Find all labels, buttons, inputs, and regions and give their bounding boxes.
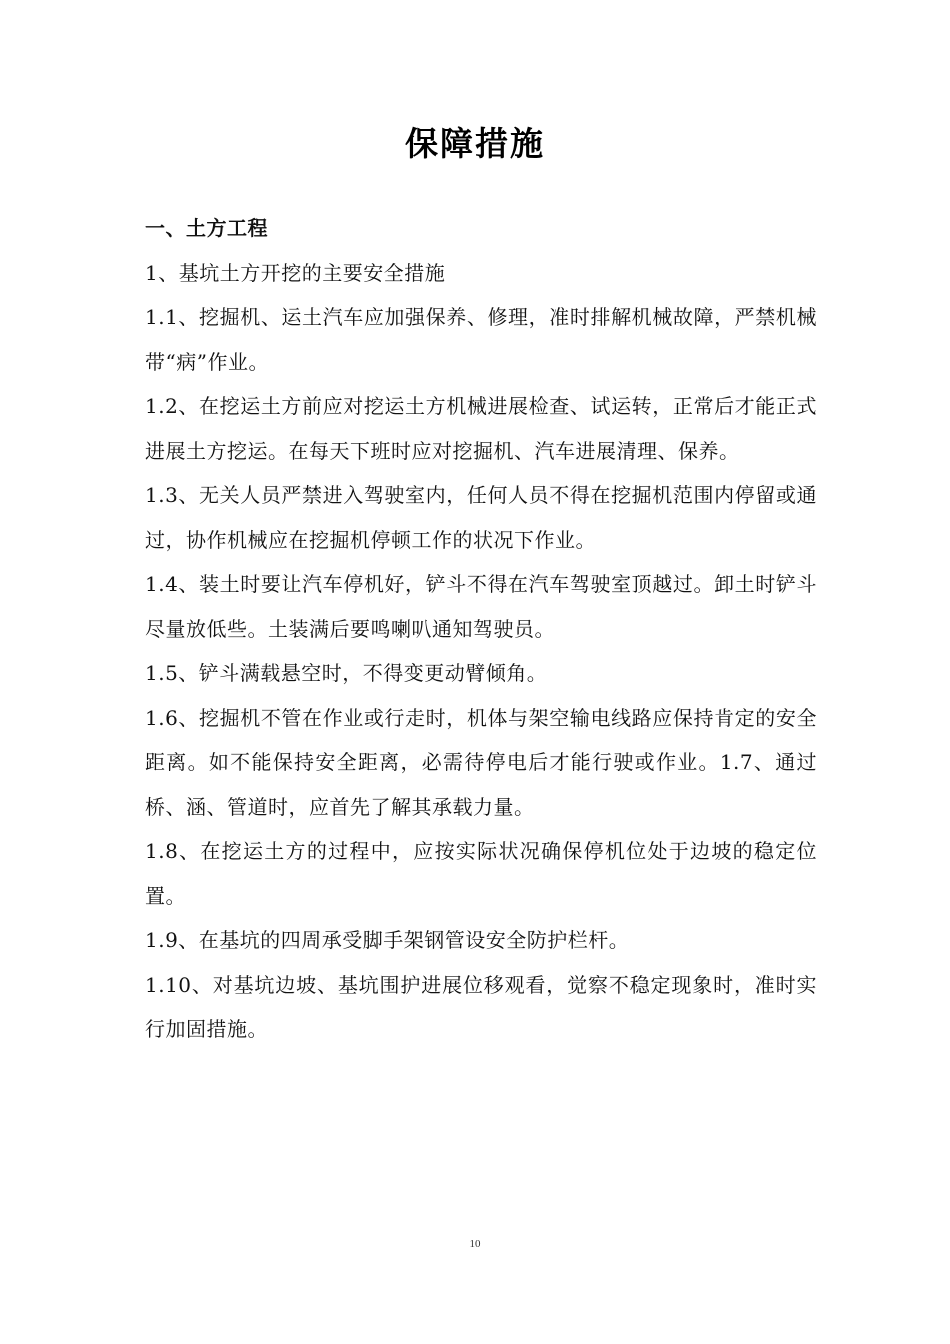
- paragraph: 1.3、无关人员严禁进入驾驶室内，任何人员不得在挖掘机范围内停留或通过，协作机械应在挖掘机停顿工作的状况下作业。: [145, 483, 817, 552]
- paragraph: 1.2、在挖运土方前应对挖运土方机械进展检查、试运转，正常后才能正式进展土方挖运。在每天下班时应对挖掘机、汽车进展清理、保养。: [145, 394, 817, 463]
- paragraph: 1.6、挖掘机不管在作业或行走时，机体与架空输电线路应保持肯定的安全距离。如不能保持安全距离，必需待停电后才能行驶或作业。1.7、通过桥、涵、管道时，应首先了解其承载力量。: [145, 705, 817, 819]
- page-title: 保障措施: [405, 124, 545, 163]
- document-body: [145, 206, 817, 1052]
- paragraph: 1.5、铲斗满载悬空时，不得变更动臂倾角。: [145, 661, 548, 685]
- paragraph: 1.1、挖掘机、运土汽车应加强保养、修理，准时排解机械故障，严禁机械带“病”作业。: [145, 305, 817, 374]
- paragraph: 1、基坑土方开挖的主要安全措施: [145, 260, 446, 285]
- section-heading: 一、土方工程: [145, 216, 268, 240]
- paragraph: 1.9、在基坑的四周承受脚手架钢管设安全防护栏杆。: [145, 928, 630, 952]
- paragraph: 1.8、在挖运土方的过程中，应按实际状况确保停机位处于边坡的稳定位置。: [145, 839, 817, 908]
- paragraph: 1.4、装土时要让汽车停机好，铲斗不得在汽车驾驶室顶越过。卸土时铲斗尽量放低些。土装满后要鸣喇叭通知驾驶员。: [145, 572, 817, 641]
- page-number: 10: [469, 1238, 481, 1250]
- paragraph: 1.10、对基坑边坡、基坑围护进展位移观看，觉察不稳定现象时，准时实行加固措施。: [145, 972, 817, 1041]
